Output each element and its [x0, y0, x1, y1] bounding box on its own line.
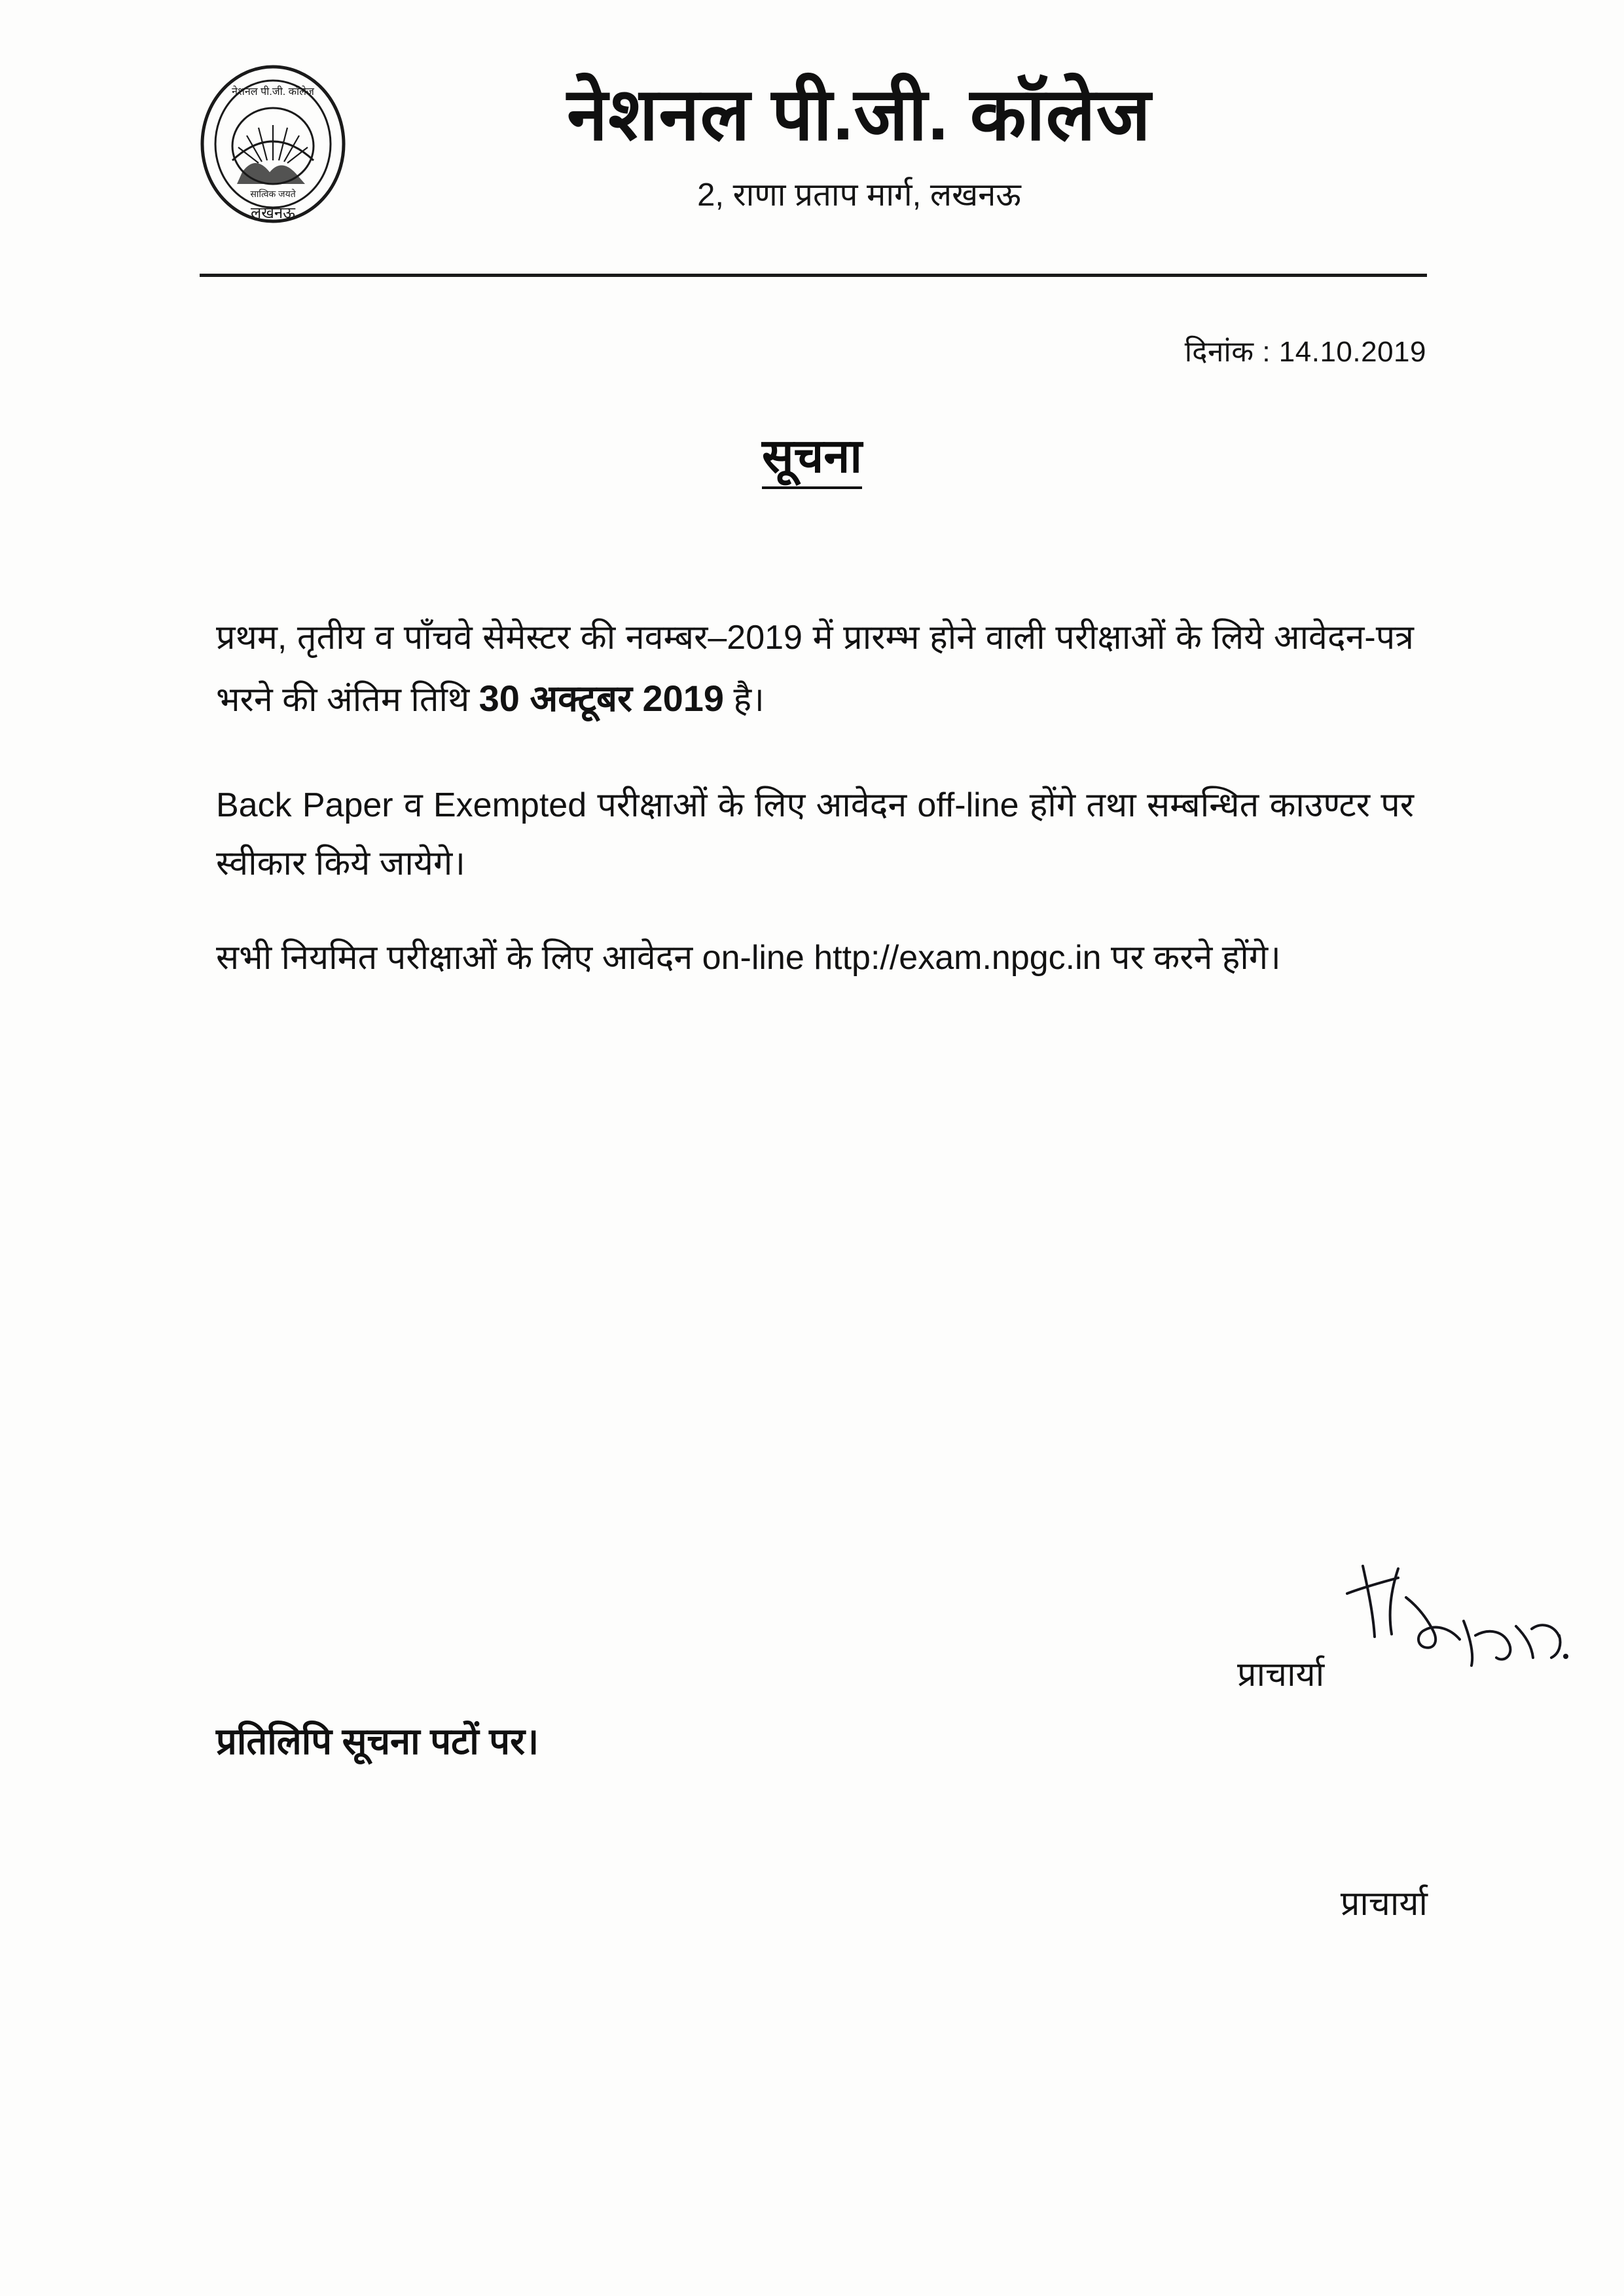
header-divider	[200, 274, 1427, 277]
letterhead	[196, 62, 1427, 226]
paragraph-1-prefix: प्रथम, तृतीय व पाँचवे सेमेस्टर की नवम्बर–2019 में प्रारम्भ होने वाली परीक्षाओं के लिये आवेदन-पत्र भरने की अंतिम तिथि	[216, 619, 1414, 720]
copy-note: प्रतिलिपि सूचना पटों पर।	[216, 1721, 539, 1762]
paragraph-1	[216, 609, 1414, 731]
date-line: दिनांक : 14.10.2019	[1184, 336, 1426, 368]
svg-text:लखनऊ: लखनऊ	[250, 204, 296, 222]
paragraph-1-suffix: है।	[724, 681, 765, 720]
signature-label: प्राचार्या	[1237, 1656, 1325, 1694]
page-title-text: सूचना	[762, 430, 862, 489]
college-name: नेशनल पी.जी. कॉलेज	[567, 73, 1151, 155]
signature-block	[1237, 1571, 1578, 1722]
principal-footer-label: प्राचार्या	[1340, 1885, 1428, 1923]
svg-text:सात्विक जयते: सात्विक जयते	[250, 189, 296, 199]
handwritten-signature-icon	[1335, 1558, 1571, 1689]
college-seal-icon	[196, 62, 350, 226]
page-title	[0, 422, 1624, 486]
college-address: 2, राणा प्रताप मार्ग, लखनऊ	[697, 177, 1021, 213]
paragraph-3: सभी नियमित परीक्षाओं के लिए आवेदन on-line http://exam.npgc.in पर करने होंगे।	[216, 938, 1281, 977]
paragraph-1-deadline: 30 अक्टूबर 2019	[478, 678, 725, 720]
paragraph-2: Back Paper व Exempted परीक्षाओं के लिए आवेदन off-line होंगे तथा सम्बन्धित काउण्टर पर स्वीकार किये जायेगे।	[216, 786, 1414, 883]
notice-body	[216, 609, 1414, 1023]
svg-text:नेशनल पी.जी. कॉलेज: नेशनल पी.जी. कॉलेज	[232, 86, 314, 98]
